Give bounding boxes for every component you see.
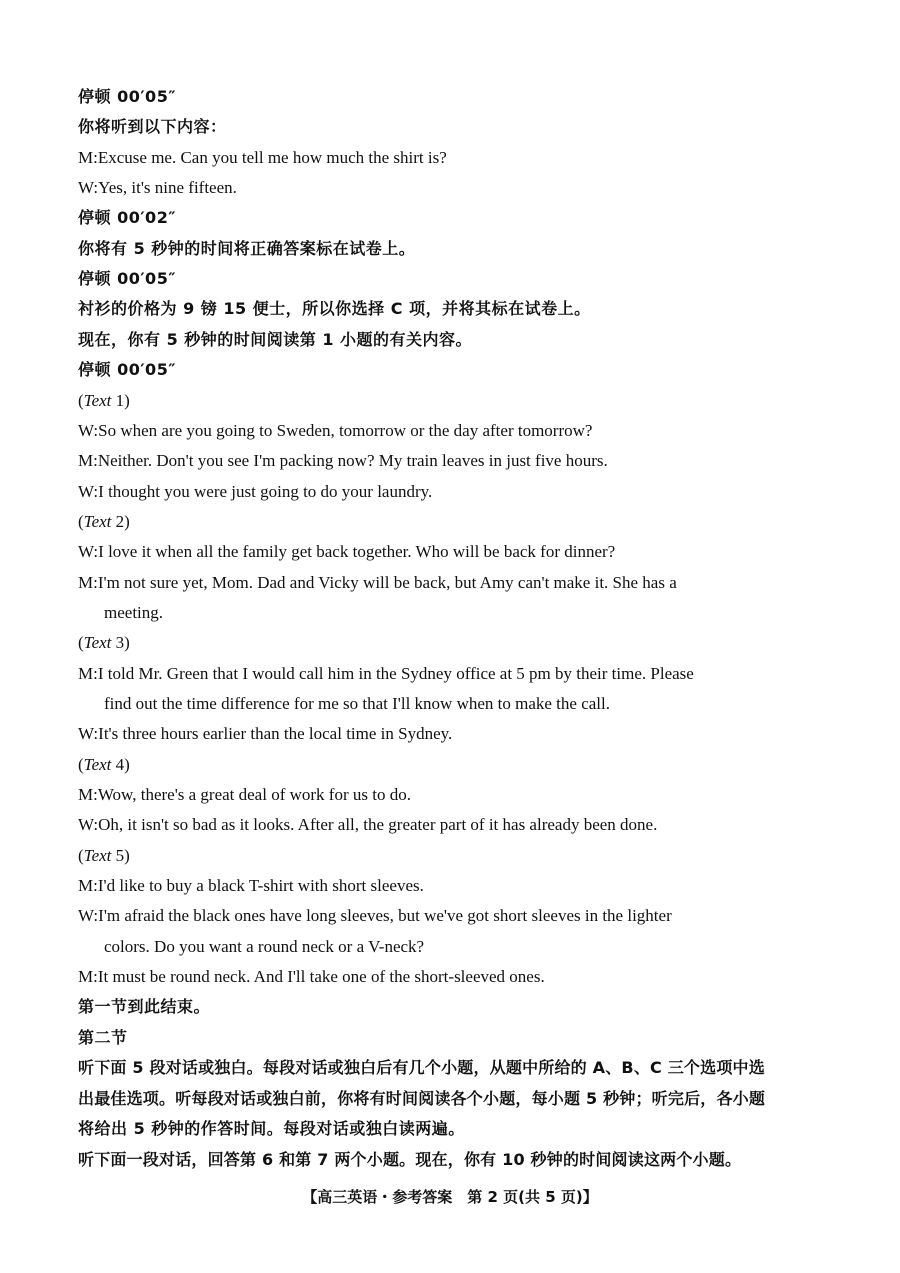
instruction-paragraph-line: 听下面 5 段对话或独白。每段对话或独白后有几个小题，从题中所给的 A、B、C 三个选项中选: [78, 1058, 765, 1077]
dialogue-text: Excuse me. Can you tell me how much the shirt is?: [97, 148, 447, 167]
dialogue-text: It must be round neck. And I'll take one of the short-sleeved ones.: [97, 967, 545, 986]
text-heading: (Text 4): [78, 755, 130, 774]
text-heading-number: 1: [115, 391, 125, 410]
speaker-label: M: [78, 573, 94, 592]
pause-line: 停顿 00′05″: [78, 360, 176, 379]
text-heading-label: Text: [83, 391, 112, 410]
text-heading: (Text 3): [78, 633, 130, 652]
instruction-line: 衬衫的价格为 9 镑 15 便士，所以你选择 C 项，并将其标在试卷上。: [78, 299, 591, 318]
dialogue-line: M:It must be round neck. And I'll take one of the short-sleeved ones.: [78, 967, 545, 986]
dialogue-line: W:Yes, it's nine fifteen.: [78, 178, 237, 197]
text-heading-number: 2: [115, 512, 125, 531]
dialogue-text: I thought you were just going to do your laundry.: [98, 482, 433, 501]
dialogue-line: W:I thought you were just going to do your laundry.: [78, 482, 433, 501]
speaker-label: W: [78, 178, 94, 197]
dialogue-continuation: colors. Do you want a round neck or a V-neck?: [104, 937, 425, 956]
dialogue-line: W:Oh, it isn't so bad as it looks. After all, the greater part of it has already been done.: [78, 815, 658, 834]
speaker-label: M: [78, 785, 94, 804]
instruction-line: 你将听到以下内容：: [78, 117, 227, 136]
dialogue-text: So when are you going to Sweden, tomorrow or the day after tomorrow?: [98, 421, 593, 440]
text-heading: (Text 1): [78, 391, 130, 410]
dialogue-text: Neither. Don't you see I'm packing now? My train leaves in just five hours.: [97, 451, 608, 470]
dialogue-text: I told Mr. Green that I would call him in the Sydney office at 5 pm by their time. Please: [97, 664, 694, 683]
dialogue-line: W:I'm afraid the black ones have long sleeves, but we've got short sleeves in the lighter: [78, 906, 672, 925]
speaker-label: W: [78, 906, 94, 925]
dialogue-line: M:I told Mr. Green that I would call him in the Sydney office at 5 pm by their time. Please: [78, 664, 694, 683]
dialogue-text: Wow, there's a great deal of work for us to do.: [97, 785, 411, 804]
text-heading-label: Text: [83, 755, 112, 774]
text-heading-number: 5: [115, 846, 125, 865]
instruction-line: 你将有 5 秒钟的时间将正确答案标在试卷上。: [78, 239, 416, 258]
dialogue-text: Oh, it isn't so bad as it looks. After all, the greater part of it has already been done.: [98, 815, 658, 834]
text-heading: (Text 5): [78, 846, 130, 865]
speaker-label: M: [78, 876, 94, 895]
text-heading-label: Text: [83, 512, 112, 531]
speaker-label: W: [78, 724, 94, 743]
dialogue-text: Yes, it's nine fifteen.: [98, 178, 237, 197]
speaker-label: W: [78, 421, 94, 440]
speaker-label: M: [78, 148, 94, 167]
dialogue-line: M:Neither. Don't you see I'm packing now? My train leaves in just five hours.: [78, 451, 608, 470]
text-heading-label: Text: [83, 633, 112, 652]
dialogue-line: M:I'd like to buy a black T-shirt with short sleeves.: [78, 876, 424, 895]
dialogue-line: W:So when are you going to Sweden, tomorrow or the day after tomorrow?: [78, 421, 593, 440]
text-heading-number: 3: [115, 633, 125, 652]
instruction-paragraph-line: 将给出 5 秒钟的作答时间。每段对话或独白读两遍。: [78, 1119, 465, 1138]
instruction-line: 现在，你有 5 秒钟的时间阅读第 1 小题的有关内容。: [78, 330, 473, 349]
dialogue-continuation: meeting.: [104, 603, 164, 622]
dialogue-line: M:Excuse me. Can you tell me how much the shirt is?: [78, 148, 447, 167]
pause-line: 停顿 00′05″: [78, 87, 176, 106]
speaker-label: W: [78, 482, 94, 501]
dialogue-line: W:It's three hours earlier than the local time in Sydney.: [78, 724, 453, 743]
dialogue-text: I'm not sure yet, Mom. Dad and Vicky will be back, but Amy can't make it. She has a: [97, 573, 677, 592]
pause-line: 停顿 00′02″: [78, 208, 176, 227]
speaker-label: W: [78, 542, 94, 561]
speaker-label: M: [78, 451, 94, 470]
dialogue-text: I love it when all the family get back together. Who will be back for dinner?: [98, 542, 616, 561]
dialogue-line: M:I'm not sure yet, Mom. Dad and Vicky will be back, but Amy can't make it. She has a: [78, 573, 677, 592]
instruction-paragraph-line: 出最佳选项。听每段对话或独白前，你将有时间阅读各个小题，每小题 5 秒钟；听完后，各小题: [78, 1089, 766, 1108]
dialogue-text: It's three hours earlier than the local time in Sydney.: [98, 724, 453, 743]
text-heading: (Text 2): [78, 512, 130, 531]
dialogue-continuation: find out the time difference for me so that I'll know when to make the call.: [104, 694, 610, 713]
dialogue-text: I'd like to buy a black T-shirt with short sleeves.: [97, 876, 424, 895]
page-footer: 【高三英语・参考答案 第 2 页(共 5 页)】: [302, 1188, 598, 1206]
text-heading-label: Text: [83, 846, 112, 865]
dialogue-line: M:Wow, there's a great deal of work for us to do.: [78, 785, 411, 804]
dialogue-line: W:I love it when all the family get back together. Who will be back for dinner?: [78, 542, 616, 561]
section-end-note: 第一节到此结束。: [78, 997, 211, 1016]
dialogue-text: I'm afraid the black ones have long sleeves, but we've got short sleeves in the lighter: [98, 906, 672, 925]
instruction-paragraph-line: 听下面一段对话，回答第 6 和第 7 两个小题。现在，你有 10 秒钟的时间阅读这两个小题。: [78, 1150, 742, 1169]
text-heading-number: 4: [115, 755, 125, 774]
speaker-label: M: [78, 664, 94, 683]
speaker-label: W: [78, 815, 94, 834]
speaker-label: M: [78, 967, 94, 986]
section-heading: 第二节: [78, 1028, 128, 1047]
pause-line: 停顿 00′05″: [78, 269, 176, 288]
